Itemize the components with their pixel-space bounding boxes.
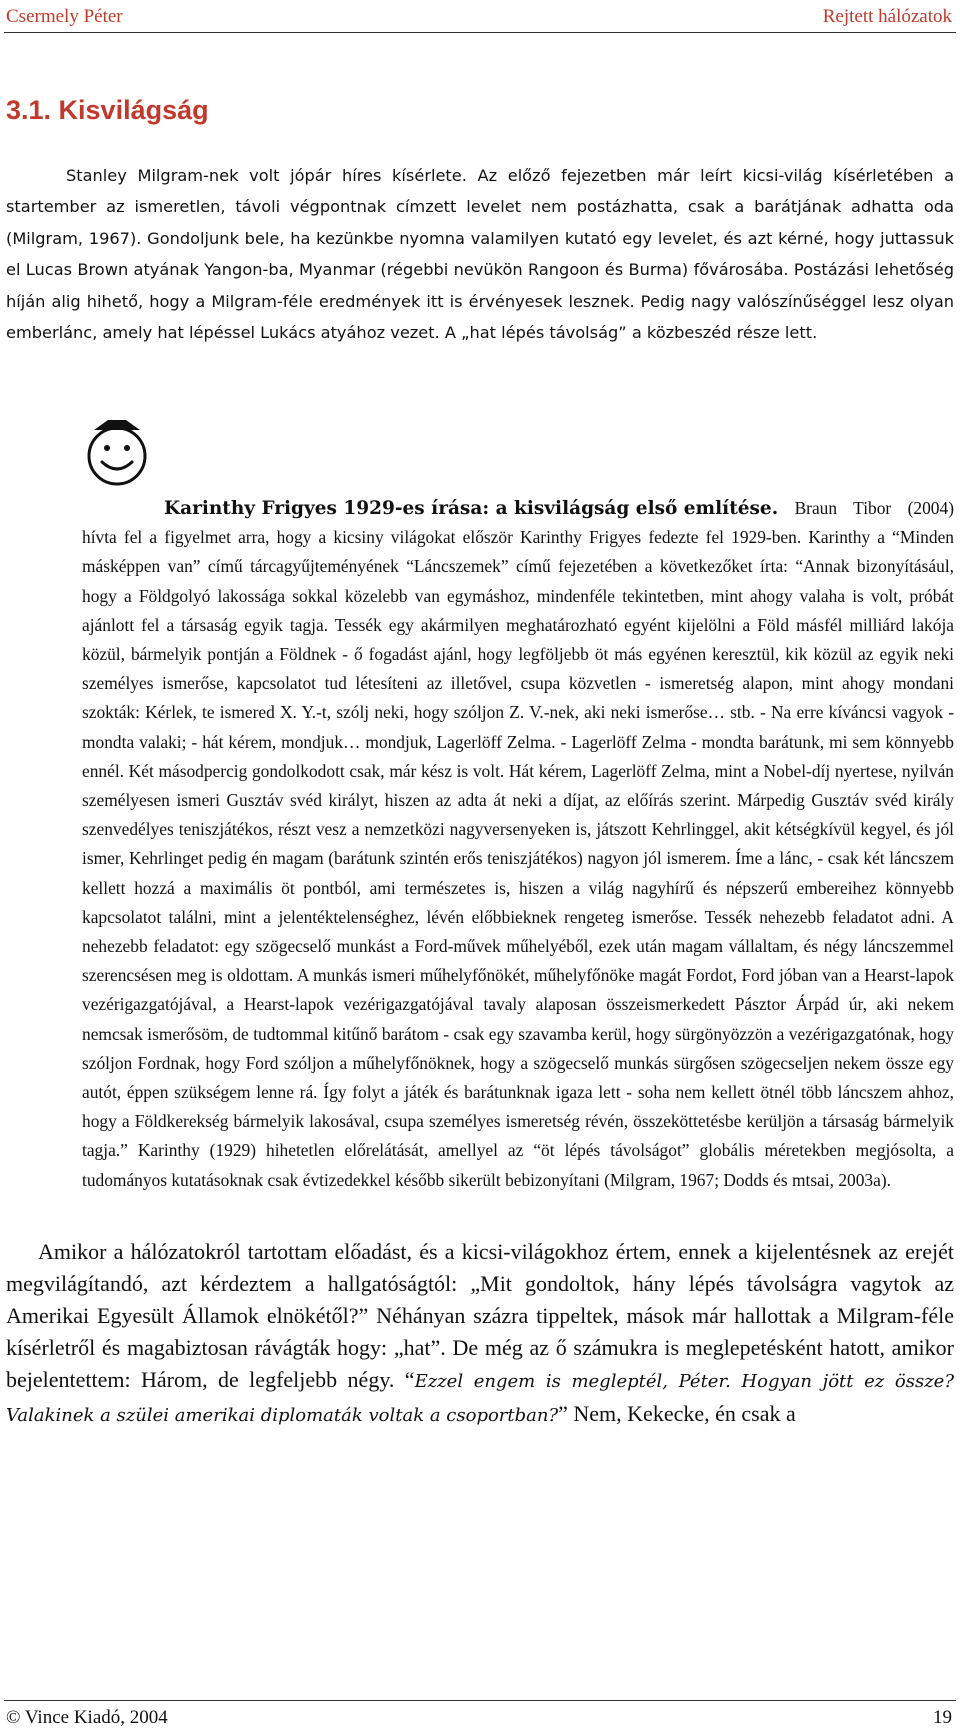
lecture-paragraph [6,1236,954,1432]
lecture-text-tail: ” Nem, Kekecke, én csak a [558,1401,796,1426]
header-author: Csermely Péter [6,6,123,27]
page-number: 19 [933,1707,952,1728]
header-book-title: Rejtett hálózatok [822,6,952,27]
header-divider [4,32,956,33]
lecture-text: Amikor a hálózatokról tartottam előadást, és a kicsi-világokhoz értem, ennek a kijelentésnek az erejét megvilágítandó, azt kérdeztem a hallgatóságtól: „Mit gondoltok, hány lépés távolságra vagytok az Amerikai Egyesült Államok elnökétől?” Néhányan százra tippeltek, mások már hallottak a Milgram-féle kísérletről és magabiztosan rávágták hogy: „hat”. De még az ő számukra is meglepetésként hatott, amikor bejelentettem: Három, de legfeljebb négy. “ [6,1239,954,1392]
note-text: Braun Tibor (2004) hívta fel a figyelmet arra, hogy a kicsiny világokat először Karinthy Frigyes fedezte fel 1929-ben. Karinthy a “Minden másképpen van” című tárcagyűjteményének “Láncszemek” című fejezetében a következőket írta: “Annak bizonyításául, hogy a Földgolyó lakossága sokkal közelebb van egymáshoz, mindenféle tekintetben, mint ahogy valaha is volt, próbát ajánlott fel a társaság egyik tagja. Tessék egy akármilyen meghatározható egyént kijelölni a Föld másfél milliárd lakója közül, bármelyik pontján a Földnek - ő fogadást ajánl, hogy legföljebb öt más egyénen keresztül, kik közül az egyik neki személyes ismerőse, kapcsolatot tud létesíteni az illetővel, csupa közvetlen - ismeretség alapon, mint ahogy mondani szokták: Kérlek, te ismered X. Y.-t, szólj neki, hogy szóljon Z. V.-nek, aki neki ismerőse… stb. - Na erre kíváncsi vagyok - mondta valaki; - hát kérem, mondjuk… mondjuk, Lagerlöff Zelma. - Lagerlöff Zelma - mondta barátunk, mi sem könnyebb ennél. Két másodpercig gondolkodott csak, már kész is volt. Hát kérem, Lagerlöff Zelma, mint a Nobel-díj nyertese, nyilván személyesen ismeri Gusztáv svéd királyt, hiszen az adta át neki a díjat, az előírás szerint. Márpedig Gusztáv svéd király szenvedélyes teniszjátékos, részt vesz a nemzetközi nagyversenyeken is, játszott Kehrlinggel, akit kétségkívül kegyel, és jól ismer, Kehrlinget pedig én magam (barátunk szintén erős teniszjátékos) nagyon jól ismerem. Íme a lánc, - csak két láncszem kellett hozzá a maximális öt pontból, ami természetes is, hiszen a világ nagyhírű és népszerű embereihez könnyebb kapcsolatot találni, mint a jelentéktelenséghez, lévén előbbieknek rengeteg ismerőse. Tessék nehezebb feladatot adni. A nehezebb feladatot: egy szögecselő munkást a Ford-művek műhelyéből, ezek után magam vállaltam, és négy láncszemmel szerencsésen meg is oldottam. A munkás ismeri műhelyfőnökét, műhelyfőnöke magát Fordot, Ford jóban van a Hearst-lapok vezérigazgatójával, a Hearst-lapok vezérigazgatójával tavaly alaposan összeismerkedett Pásztor Árpád úr, aki nekem nemcsak ismerősöm, de tudtommal kitűnő barátom - csak egy szavamba kerül, hogy sürgönyözzön a vezérigazgatónak, hogy szóljon Fordnak, hogy Ford szóljon a műhelyfőnöknek, hogy a szögecselő munkás sürgősen szögecseljen nekem össze egy autót, éppen szükségem lenne rá. Így folyt a játék és barátunknak igaza lett - soha nem kellett ötnél több láncszem ahhoz, hogy a Földkerekség bármelyik lakosával, csupa személyes ismeretség révén, összeköttetésbe kerüljön a társaság bármelyik tagja.” Karinthy (1929) hihetetlen előrelátását, amellyel az “öt lépés távolságot” globális méretekben megjósolta, a tudományos kutatásoknak csak évtizedekkel később sikerült bebizonyítani (Milgram, 1967; Dodds és mtsai, 2003a). [82,498,954,1190]
karinthy-note [82,494,954,1195]
note-title: Karinthy Frigyes 1929-es írása: a kisvilágság első említése. [164,498,779,519]
handwritten-comment: Ezzel engem is megleptél, Péter. Hogyan jött ez össze? Valakinek a szülei amerikai diplomaták voltak a csoportban? [6,1371,954,1426]
intro-paragraph: Stanley Milgram-nek volt jópár híres kísérlete. Az előző fejezetben már leírt kicsi-világ kísérletében a startember az ismeretlen, távoli végpontnak címzett levelet nem postázhatta, csak a barátjának adhatta oda (Milgram, 1967). Gondoljunk bele, ha kezünkbe nyomna valamilyen kutató egy levelet, és azt kérné, hogy juttassuk el Lucas Brown atyának Yangon-ba, Myanmar (régebbi nevükön Rangoon és Burma) fővárosába. Postázási lehetőség híján alig hihető, hogy a Milgram-féle eredmények itt is érvényesek lesznek. Pedig nagy valószínűséggel lesz olyan emberlánc, amely hat lépéssel Lukács atyához vezet. A „hat lépés távolság” a közbeszéd része lett. [6,166,954,343]
smiley-icon [72,412,162,488]
footer-publisher: © Vince Kiadó, 2004 [6,1707,168,1728]
footer-divider [4,1700,956,1701]
section-heading: 3.1. Kisvilágság [6,95,209,125]
